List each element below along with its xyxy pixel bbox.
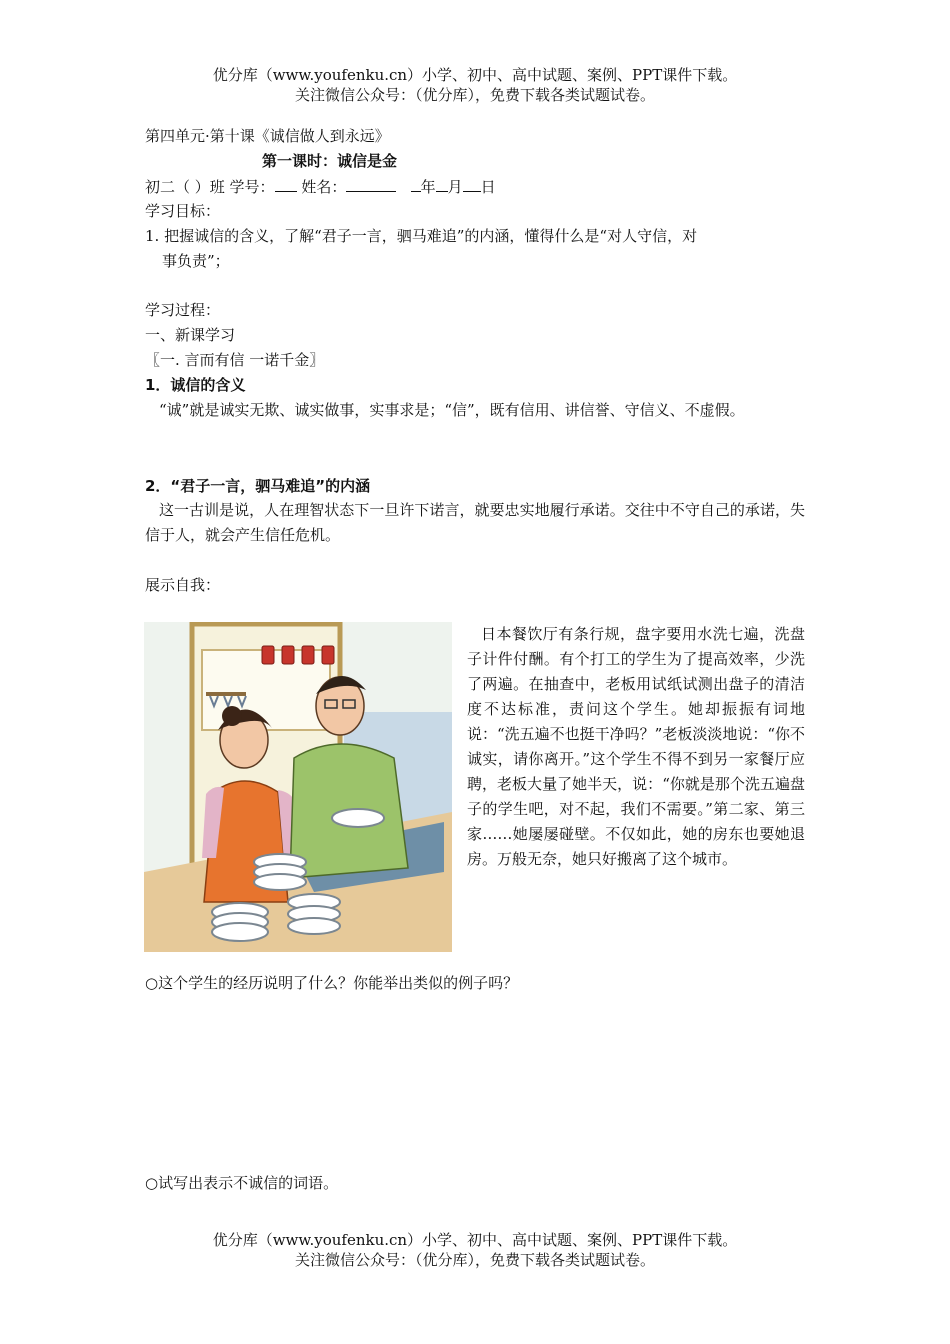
meaning-heading: 1．诚信的含义: [145, 376, 246, 394]
proverb-heading: 2．“君子一言，驷马难追”的内涵: [145, 477, 371, 495]
showcase-heading: 展示自我：: [145, 576, 221, 594]
year-blank[interactable]: [411, 176, 421, 192]
subsection-title: 〖一. 言而有信 一诺千金〗: [145, 351, 325, 369]
day-label: 日: [480, 178, 496, 196]
footer-line-1: 优分库（www.youfenku.cn）小学、初中、高中试题、案例、PPT课件下载。: [212, 1231, 738, 1249]
dishwashing-scene-illustration: [144, 622, 452, 952]
header-line-1: 优分库（www.youfenku.cn）小学、初中、高中试题、案例、PPT课件下载。: [212, 66, 738, 84]
class-label: 初二（ ）班 学号：: [145, 178, 275, 196]
meaning-text: “诚”就是诚实无欺、诚实做事，实事求是；“信”，既有信用、讲信誉、守信义、不虚假。: [159, 401, 745, 419]
footer-line-2: 关注微信公众号：（优分库），免费下载各类试题试卷。: [294, 1251, 655, 1269]
name-blank[interactable]: [346, 176, 396, 192]
year-label: 年: [420, 178, 436, 196]
day-blank[interactable]: [463, 176, 481, 192]
question-1: ○这个学生的经历说明了什么？你能举出类似的例子吗？: [145, 974, 519, 992]
student-number-blank[interactable]: [275, 176, 297, 192]
unit-title: 第四单元·第十课《诚信做人到永远》: [145, 127, 390, 145]
goal-item-1-line-2: 事负责”；: [162, 252, 230, 270]
question-2: ○试写出表示不诚信的词语。: [145, 1174, 339, 1192]
month-label: 月: [447, 178, 463, 196]
name-label: 姓名：: [296, 178, 347, 196]
goals-heading: 学习目标：: [145, 202, 221, 220]
story-text: 日本餐饮厅有条行规，盘字要用水洗七遍，洗盘子计件付酬。有个打工的学生为了提高效率，少洗了两遍。在抽查中，老板用试纸试测出盘子的清洁度不达标准，责问这个学生。她却振振有词地说：“洗五遍不也挺干净吗？”老板淡淡地说：“你不诚实，请你离开。”这个学生不得不到另一家餐厅应聘，老板大量了她半天，说：“你就是那个洗五遍盘子的学生吧，对不起，我们不需要。”第二家、第三家……她屡屡碰壁。不仅如此，她的房东也要她退房。万般无奈，她只好搬离了这个城市。: [467, 625, 806, 868]
period-title: 第一课时：诚信是金: [262, 152, 398, 170]
proverb-text: 这一古训是说，人在理智状态下一旦许下诺言，就要忠实地履行承诺。交往中不守自己的承诺，失信于人，就会产生信任危机。: [145, 501, 805, 544]
month-blank[interactable]: [436, 176, 448, 192]
section-new-lesson: 一、新课学习: [145, 326, 236, 344]
header-line-2: 关注微信公众号：（优分库），免费下载各类试题试卷。: [294, 86, 655, 104]
goal-item-1-line-1: 1. 把握诚信的含义，了解“君子一言，驷马难追”的内涵，懂得什么是“对人守信，对: [145, 227, 698, 245]
student-info-line: [145, 176, 496, 197]
process-heading: 学习过程：: [145, 301, 221, 319]
